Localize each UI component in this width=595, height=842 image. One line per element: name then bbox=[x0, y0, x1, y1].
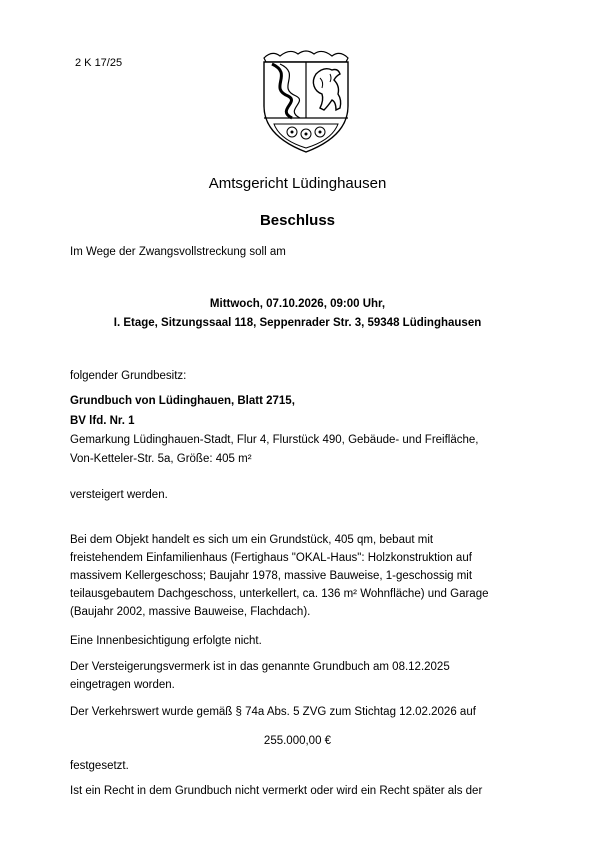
property-address: Von-Ketteler-Str. 5a, Größe: 405 m² bbox=[70, 453, 252, 465]
vermerk-line: Der Versteigerungsvermerk ist in das genannte Grundbuch am 08.12.2025 bbox=[70, 661, 450, 673]
court-name: Amtsgericht Lüdinghausen bbox=[208, 175, 387, 192]
continuation-text: Ist ein Recht in dem Grundbuch nicht vermerkt oder wird ein Recht später als der bbox=[70, 785, 483, 797]
auction-location: I. Etage, Sitzungssaal 118, Seppenrader Str. 3, 59348 Lüdinghausen bbox=[113, 317, 482, 329]
intro-text: Im Wege der Zwangsvollstreckung soll am bbox=[70, 246, 286, 258]
coat-of-arms-emblem bbox=[258, 48, 354, 154]
description-line: teilausgebautem Dachgeschoss, unterkellert, ca. 136 m² Wohnfläche) und Garage bbox=[70, 588, 489, 600]
description-line: (Baujahr 2002, massive Bauweise, Flachdach). bbox=[70, 606, 311, 618]
vermerk-paragraph bbox=[70, 658, 515, 694]
case-number: 2 K 17/25 bbox=[75, 57, 123, 69]
inspection-note: Eine Innenbesichtigung erfolgte nicht. bbox=[70, 635, 262, 647]
festgesetzt-text: festgesetzt. bbox=[70, 760, 129, 772]
verkehrswert-text: Der Verkehrswert wurde gemäß § 74a Abs. 5 ZVG zum Stichtag 12.02.2026 auf bbox=[70, 706, 476, 718]
description-line: freistehendem Einfamilienhaus (Fertighaus "OKAL-Haus": Holzkonstruktion auf bbox=[70, 552, 472, 564]
description-line: Bei dem Objekt handelt es sich um ein Grundstück, 405 qm, bebaut mit bbox=[70, 534, 434, 546]
gemarkung-line: Gemarkung Lüdinghauen-Stadt, Flur 4, Flurstück 490, Gebäude- und Freifläche, bbox=[70, 434, 479, 446]
verkehrswert-amount: 255.000,00 € bbox=[263, 735, 332, 747]
grundbuch-line: Grundbuch von Lüdinghauen, Blatt 2715, bbox=[70, 395, 295, 407]
document-title: Beschluss bbox=[259, 212, 336, 229]
property-label: folgender Grundbesitz: bbox=[70, 370, 187, 382]
bv-line: BV lfd. Nr. 1 bbox=[70, 415, 135, 427]
object-description bbox=[70, 531, 515, 621]
description-line: massivem Kellergeschoss; Baujahr 1978, massive Bauweise, 1-geschossig mit bbox=[70, 570, 473, 582]
auction-date: Mittwoch, 07.10.2026, 09:00 Uhr, bbox=[209, 298, 386, 310]
vermerk-line: eingetragen worden. bbox=[70, 679, 175, 691]
versteigert-text: versteigert werden. bbox=[70, 489, 168, 501]
